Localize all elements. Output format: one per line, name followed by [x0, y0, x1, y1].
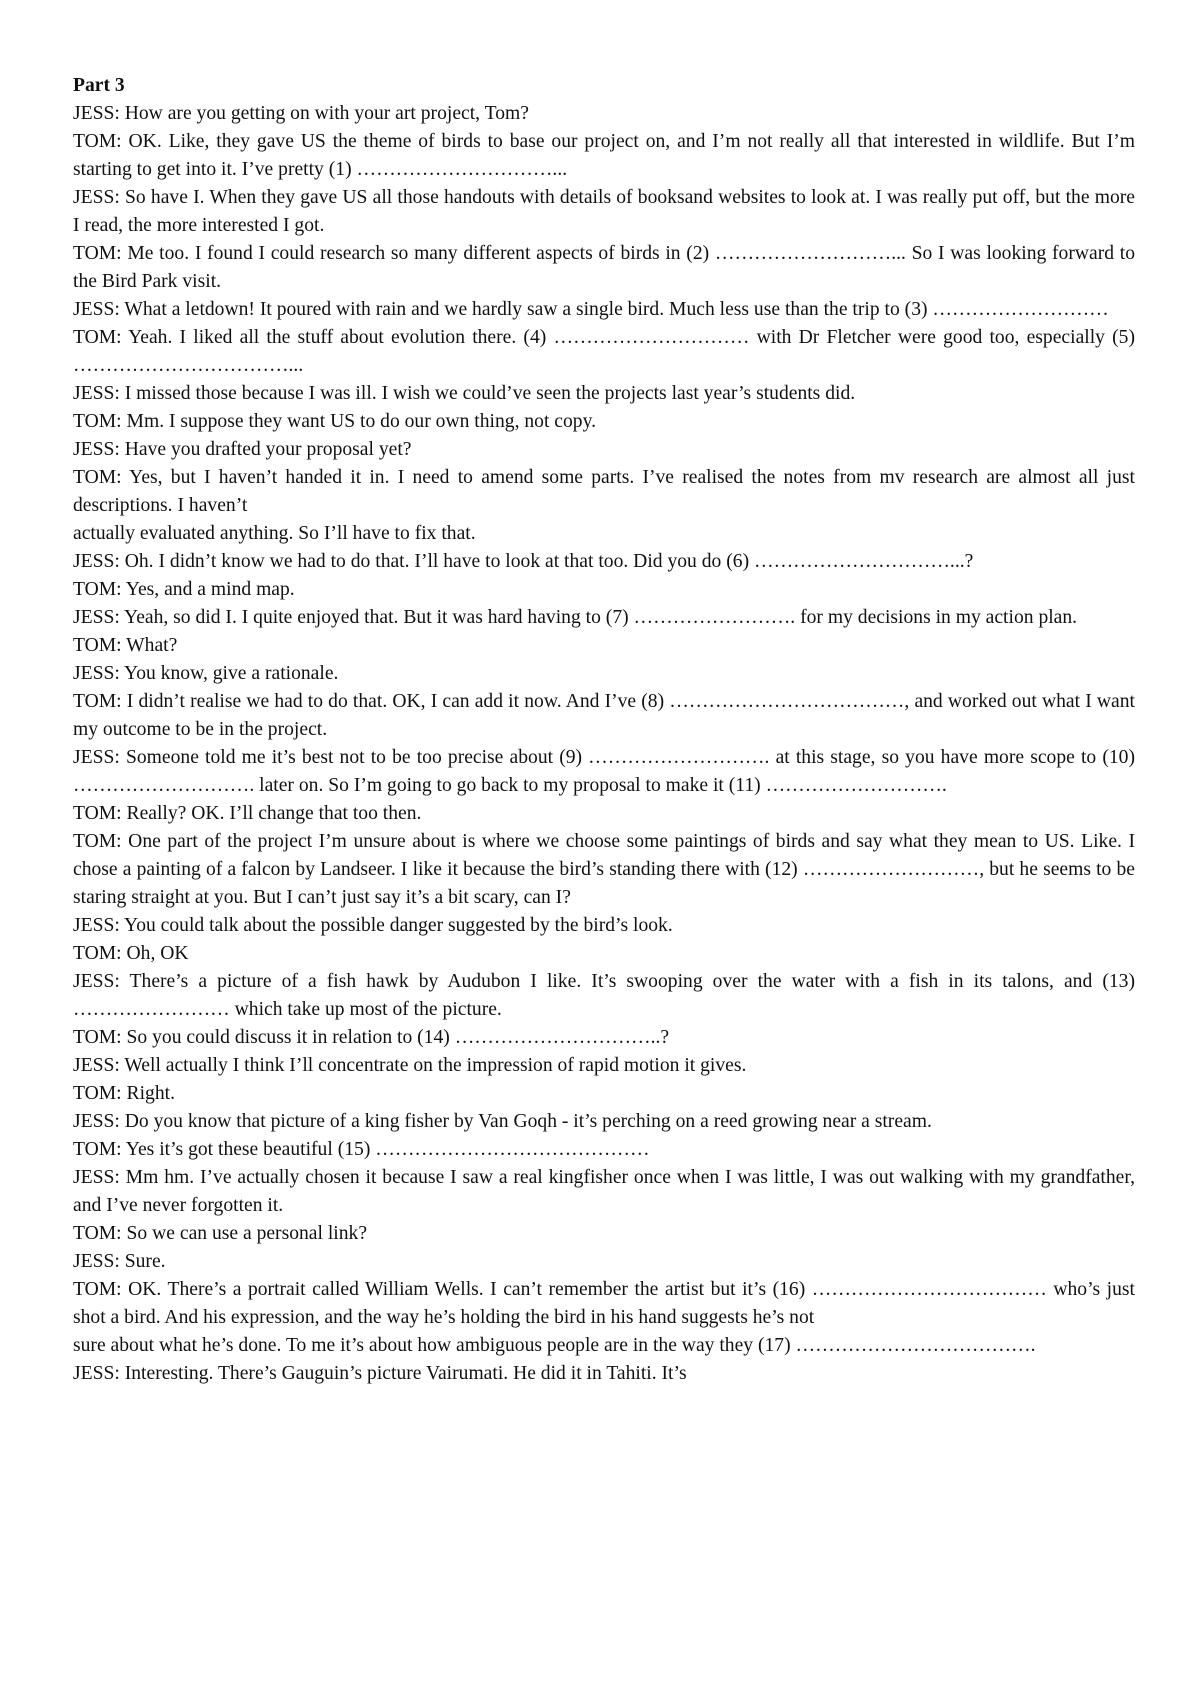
dialogue-line: JESS: Interesting. There’s Gauguin’s picture Vairumati. He did it in Tahiti. It’s	[73, 1363, 687, 1384]
dialogue-line: JESS: You know, give a rationale.	[73, 663, 339, 684]
dialogue-line: TOM: Yes it’s got these beautiful (15) ……………………………………	[73, 1139, 650, 1160]
dialogue-line: TOM: Me too. I found I could research so many different aspects of birds in (2) ………………………... So I was looking forward to the Bird Park visit.	[73, 243, 1135, 292]
dialogue-line: TOM: So you could discuss it in relation to (14) …………………………..?	[73, 1027, 670, 1048]
dialogue-line: TOM: One part of the project I’m unsure about is where we choose some paintings of birds and say what they mean to US. Like. I chose a painting of a falcon by Landseer. I like it because the bird’s standing there with (12) ………………………, but he seems to be staring straight at you. But I can’t just say it’s a bit scary, can I?	[73, 831, 1135, 908]
dialogue-line: sure about what he’s done. To me it’s about how ambiguous people are in the way they (17) ……………………………….	[73, 1335, 1036, 1356]
dialogue-line: TOM: OK. Like, they gave US the theme of birds to base our project on, and I’m not really all that interested in wildlife. But I’m starting to get into it. I’ve pretty (1) …………………………...	[73, 131, 1135, 180]
dialogue-line: JESS: So have I. When they gave US all those handouts with details of booksand websites to look at. I was really put off, but the more I read, the more interested I got.	[73, 187, 1135, 236]
dialogue-line: TOM: Yeah. I liked all the stuff about evolution there. (4) ………………………… with Dr Fletcher were good too, especially (5) ……………………………...	[73, 327, 1135, 376]
dialogue-line: JESS: Yeah, so did I. I quite enjoyed that. But it was hard having to (7) ……………………. for my decisions in my action plan.	[73, 607, 1078, 628]
dialogue-line: TOM: OK. There’s a portrait called William Wells. I can’t remember the artist but it’s (16) ……………………………… who’s just shot a bird. And his expression, and the way he’s holding the bird in his hand suggests he’s not	[73, 1279, 1135, 1328]
dialogue-line: JESS: Sure.	[73, 1251, 166, 1272]
dialogue-line: TOM: Yes, but I haven’t handed it in. I need to amend some parts. I’ve realised the notes from mv research are almost all just descriptions. I haven’t	[73, 467, 1135, 516]
dialogue-line: JESS: There’s a picture of a fish hawk by Audubon I like. It’s swooping over the water with a fish in its talons, and (13) …………………… which take up most of the picture.	[73, 971, 1135, 1020]
dialogue-line: JESS: Have you drafted your proposal yet?	[73, 439, 412, 460]
dialogue-line: actually evaluated anything. So I’ll have to fix that.	[73, 523, 476, 544]
dialogue-line: JESS: How are you getting on with your art project, Tom?	[73, 103, 529, 124]
dialogue-line: TOM: I didn’t realise we had to do that. OK, I can add it now. And I’ve (8) ………………………………, and worked out what I want my outcome to be in the project.	[73, 691, 1135, 740]
dialogue-line: JESS: Do you know that picture of a king fisher by Van Goqh - it’s perching on a reed growing near a stream.	[73, 1111, 932, 1132]
dialogue-line: TOM: Right.	[73, 1083, 175, 1104]
dialogue-line: JESS: I missed those because I was ill. I wish we could’ve seen the projects last year’s students did.	[73, 383, 856, 404]
dialogue-line: TOM: Mm. I suppose they want US to do our own thing, not copy.	[73, 411, 597, 432]
dialogue-line: JESS: Oh. I didn’t know we had to do that. I’ll have to look at that too. Did you do (6) …………………………...?	[73, 551, 974, 572]
dialogue-line: JESS: Well actually I think I’ll concentrate on the impression of rapid motion it gives.	[73, 1055, 747, 1076]
dialogue-line: TOM: Oh, OK	[73, 943, 189, 964]
dialogue-line: JESS: You could talk about the possible danger suggested by the bird’s look.	[73, 915, 673, 936]
document-page	[73, 72, 1135, 1388]
dialogue-line: TOM: What?	[73, 635, 178, 656]
dialogue-line: TOM: Really? OK. I’ll change that too then.	[73, 803, 422, 824]
dialogue-line: JESS: Someone told me it’s best not to be too precise about (9) ………………………. at this stage, so you have more scope to (10) ………………………. later on. So I’m going to go back to my proposal to make it (11) ……………………….	[73, 747, 1135, 796]
dialogue-line: JESS: Mm hm. I’ve actually chosen it because I saw a real kingfisher once when I was little, I was out walking with my grandfather, and I’ve never forgotten it.	[73, 1167, 1135, 1216]
dialogue-line: JESS: What a letdown! It poured with rain and we hardly saw a single bird. Much less use than the trip to (3) ………………………	[73, 299, 1109, 320]
dialogue-line: TOM: Yes, and a mind map.	[73, 579, 295, 600]
part-heading: Part 3	[73, 75, 125, 96]
dialogue-line: TOM: So we can use a personal link?	[73, 1223, 368, 1244]
